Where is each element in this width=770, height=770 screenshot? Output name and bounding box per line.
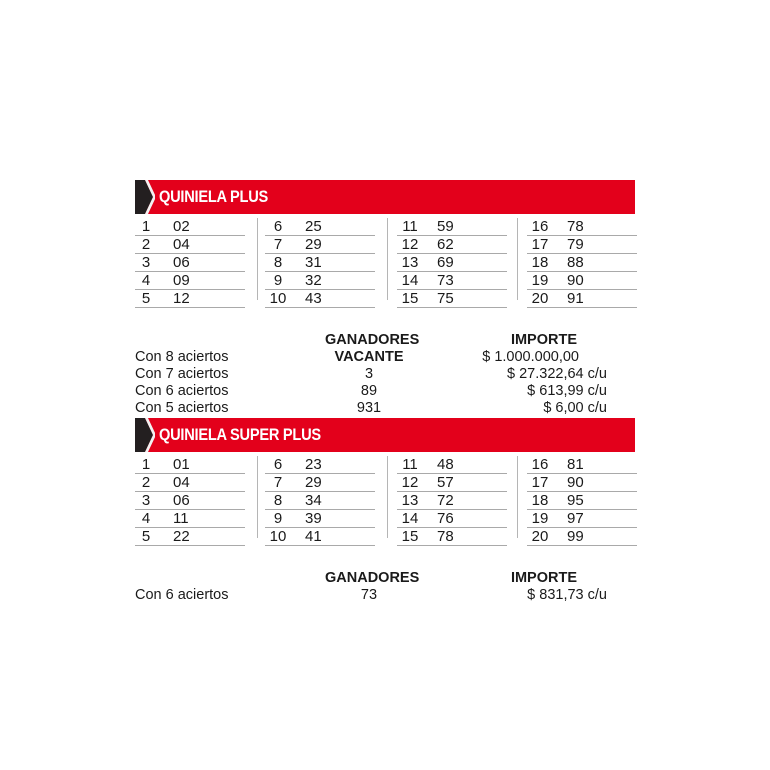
results-column-3: [397, 218, 507, 308]
prize-row: [135, 587, 635, 604]
prize-amount: $ 613,99 c/u: [527, 383, 607, 399]
results-column-1: [135, 218, 245, 308]
result-row: 14 76: [397, 510, 507, 528]
winners-header: GANADORES: [325, 332, 420, 348]
result-row: 12 62: [397, 236, 507, 254]
amount-header: IMPORTE: [510, 332, 577, 348]
results-column-2: [265, 456, 375, 546]
prize-amount: $ 831,73 c/u: [527, 587, 607, 603]
result-row: 4 11: [135, 510, 245, 528]
quiniela-super-plus-section: [135, 418, 635, 604]
result-row: 7 29: [265, 474, 375, 492]
prize-table: [135, 570, 635, 604]
result-row: 16 81: [527, 456, 637, 474]
result-row: 13 69: [397, 254, 507, 272]
quiniela-super-plus-header: [135, 418, 635, 452]
result-row: 4 09: [135, 272, 245, 290]
amount-header: IMPORTE: [510, 570, 577, 586]
prize-row: [135, 400, 635, 417]
prize-winners: 73: [360, 587, 378, 603]
prize-amount: $ 1.000.000,00: [482, 349, 579, 365]
prize-label: Con 6 aciertos: [135, 587, 229, 603]
column-divider: [387, 456, 388, 538]
results-column-2: [265, 218, 375, 308]
section-title: QUINIELA PLUS: [159, 187, 269, 206]
result-row: 5 12: [135, 290, 245, 308]
result-row: 12 57: [397, 474, 507, 492]
result-row: 2 04: [135, 236, 245, 254]
section-title: QUINIELA SUPER PLUS: [159, 425, 321, 444]
result-row: 19 90: [527, 272, 637, 290]
result-row: 13 72: [397, 492, 507, 510]
result-row: 9 39: [265, 510, 375, 528]
result-row: 17 79: [527, 236, 637, 254]
prize-label: Con 5 aciertos: [135, 400, 229, 416]
quiniela-plus-section: [135, 180, 635, 417]
results-grid: [135, 456, 635, 544]
result-row: 3 06: [135, 254, 245, 272]
prize-table-header: [135, 332, 635, 349]
prize-table: [135, 332, 635, 417]
column-divider: [257, 218, 258, 300]
prize-label: Con 6 aciertos: [135, 383, 229, 399]
prize-winners: 3: [364, 366, 374, 382]
prize-row: [135, 366, 635, 383]
chevron-tab-icon: [135, 180, 155, 214]
prize-amount: $ 6,00 c/u: [543, 400, 607, 416]
prize-winners: 931: [356, 400, 382, 416]
result-row: 1 02: [135, 218, 245, 236]
result-row: 11 59: [397, 218, 507, 236]
result-row: 2 04: [135, 474, 245, 492]
result-row: 8 34: [265, 492, 375, 510]
prize-winners: VACANTE: [334, 349, 404, 365]
prize-label: Con 7 aciertos: [135, 366, 229, 382]
prize-amount: $ 27.322,64 c/u: [507, 366, 607, 382]
result-row: 11 48: [397, 456, 507, 474]
result-row: 7 29: [265, 236, 375, 254]
results-column-3: [397, 456, 507, 546]
result-row: 20 91: [527, 290, 637, 308]
result-row: 9 32: [265, 272, 375, 290]
prize-winners: 89: [360, 383, 378, 399]
result-row: 14 73: [397, 272, 507, 290]
column-divider: [257, 456, 258, 538]
quiniela-plus-header: [135, 180, 635, 214]
chevron-tab-icon: [135, 418, 155, 452]
result-row: 8 31: [265, 254, 375, 272]
results-grid: [135, 218, 635, 306]
result-row: 3 06: [135, 492, 245, 510]
result-row: 5 22: [135, 528, 245, 546]
column-divider: [517, 218, 518, 300]
prize-table-header: [135, 570, 635, 587]
column-divider: [517, 456, 518, 538]
result-row: 10 43: [265, 290, 375, 308]
column-divider: [387, 218, 388, 300]
result-row: 19 97: [527, 510, 637, 528]
prize-label: Con 8 aciertos: [135, 349, 229, 365]
result-row: 20 99: [527, 528, 637, 546]
result-row: 17 90: [527, 474, 637, 492]
result-row: 18 95: [527, 492, 637, 510]
result-row: 18 88: [527, 254, 637, 272]
winners-header: GANADORES: [325, 570, 420, 586]
prize-row: [135, 349, 635, 366]
result-row: 6 23: [265, 456, 375, 474]
result-row: 1 01: [135, 456, 245, 474]
results-column-1: [135, 456, 245, 546]
result-row: 10 41: [265, 528, 375, 546]
result-row: 15 75: [397, 290, 507, 308]
result-row: 15 78: [397, 528, 507, 546]
prize-row: [135, 383, 635, 400]
results-column-4: [527, 456, 637, 546]
results-column-4: [527, 218, 637, 308]
result-row: 16 78: [527, 218, 637, 236]
result-row: 6 25: [265, 218, 375, 236]
